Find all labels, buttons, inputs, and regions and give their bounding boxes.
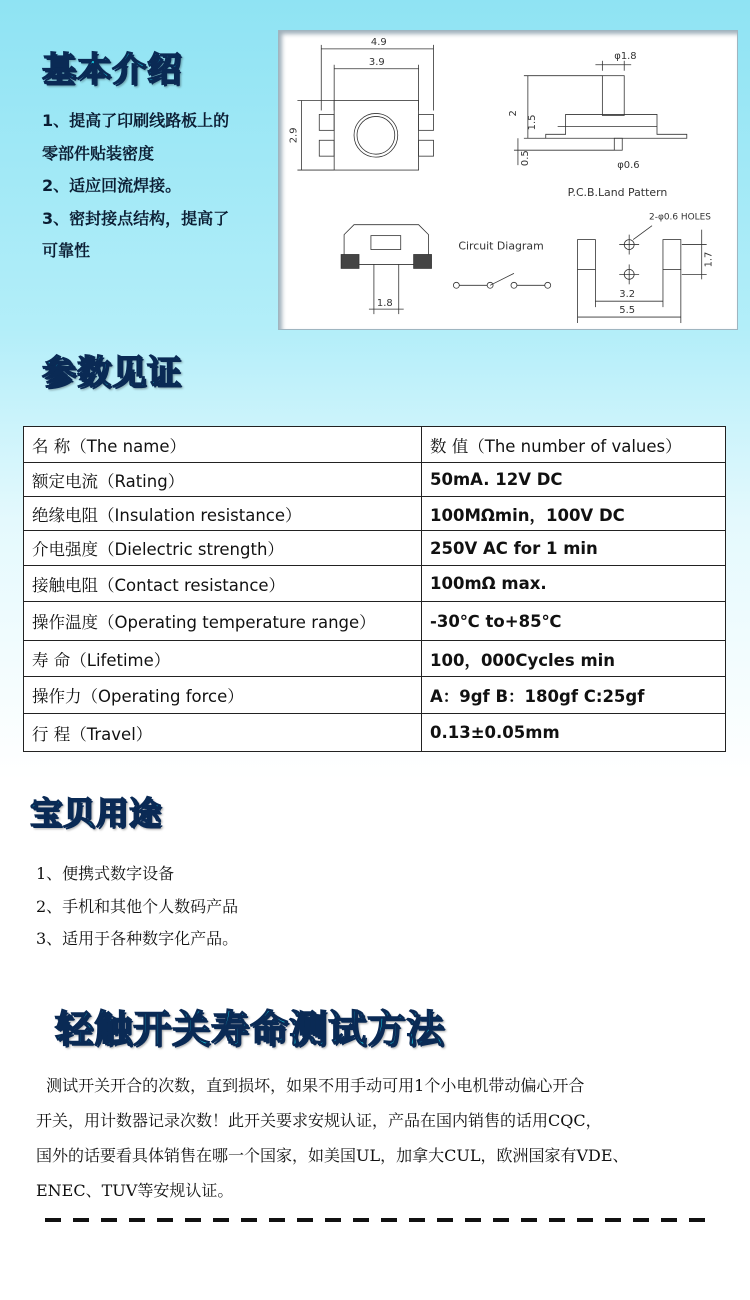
table-row: [24, 427, 726, 463]
dim-label: 0.5: [519, 150, 531, 167]
param-name: 行 程（Travel）: [24, 714, 422, 752]
param-name: 操作力（Operating force）: [24, 677, 422, 714]
param-value: 100mΩ max.: [422, 566, 726, 602]
dim-label: 2: [507, 110, 519, 117]
table-row: [24, 602, 726, 641]
circuit-diagram-label: Circuit Diagram: [458, 239, 544, 253]
dim-label: 3.2: [619, 289, 636, 301]
technical-drawing-svg: [279, 31, 737, 329]
param-name: 接触电阻（Contact resistance）: [24, 566, 422, 602]
params-title: 参数见证: [42, 353, 182, 393]
param-name: 额定电流（Rating）: [24, 463, 422, 497]
pcb-land-pattern-label: P.C.B.Land Pattern: [567, 185, 668, 199]
use-line: 1、便携式数字设备: [36, 864, 175, 883]
paragraph-line: 国外的话要看具体销售在哪一个国家，如美国UL，加拿大CUL，欧洲国家有VDE、: [36, 1146, 629, 1165]
use-line: 3、适用于各种数字化产品。: [36, 929, 239, 948]
dim-label: φ1.8: [614, 50, 637, 62]
table-row: [24, 677, 726, 714]
intro-line: 可靠性: [42, 241, 91, 260]
table-row: [24, 714, 726, 752]
param-value: 数 值（The number of values）: [422, 427, 726, 463]
paragraph-line: 测试开关开合的次数，直到损坏，如果不用手动可用1个小电机带动偏心开合: [36, 1076, 585, 1095]
table-row: [24, 497, 726, 531]
dim-label: 3.9: [368, 56, 385, 68]
uses-title: 宝贝用途: [30, 794, 163, 832]
dim-label: φ0.6: [617, 160, 640, 172]
dashed-divider: [45, 1218, 710, 1222]
holes-label: 2-φ0.6 HOLES: [649, 212, 711, 223]
intro-line: 3、密封接点结构，提高了: [42, 208, 230, 228]
param-name: 介电强度（Dielectric strength）: [24, 531, 422, 566]
dim-label: 1.5: [526, 114, 538, 131]
param-value: 100MΩmin，100V DC: [422, 497, 726, 531]
table-row: [24, 463, 726, 497]
param-value: A：9gf B：180gf C:25gf: [422, 677, 726, 714]
dim-label: 4.9: [370, 36, 387, 48]
param-name: 操作温度（Operating temperature range）: [24, 602, 422, 641]
intro-line: 零部件贴装密度: [42, 143, 155, 163]
technical-drawing: [278, 30, 738, 330]
paragraph-line: ENEC、TUV等安规认证。: [36, 1181, 234, 1200]
paragraph-line: 开关，用计数器记录次数！此开关要求安规认证，产品在国内销售的话用CQC，: [36, 1111, 602, 1130]
param-value: 100，000Cycles min: [422, 641, 726, 677]
intro-list: [42, 105, 277, 268]
param-name: 寿 命（Lifetime）: [24, 641, 422, 677]
intro-line: 1、提高了印刷线路板上的: [42, 111, 230, 130]
param-value: 0.13±0.05mm: [422, 714, 726, 752]
param-value: -30℃ to+85℃: [422, 602, 726, 641]
params-table: [23, 426, 726, 752]
table-row: [24, 566, 726, 602]
param-name: 绝缘电阻（Insulation resistance）: [24, 497, 422, 531]
param-value: 50mA. 12V DC: [422, 463, 726, 497]
dim-label: 5.5: [619, 305, 636, 317]
intro-line: 2、适应回流焊接。: [42, 176, 182, 195]
dim-label: 2.9: [288, 127, 300, 144]
param-name: 名 称（The name）: [24, 427, 422, 463]
intro-title: 基本介绍: [42, 50, 182, 90]
test-method-title: 轻触开关寿命测试方法: [55, 1007, 446, 1051]
test-method-paragraph: [36, 1068, 716, 1208]
uses-list: [36, 858, 238, 956]
param-value: 250V AC for 1 min: [422, 531, 726, 566]
dim-label: 1.8: [376, 298, 393, 310]
table-row: [24, 531, 726, 566]
dim-label: 1.7: [703, 251, 715, 268]
use-line: 2、手机和其他个人数码产品: [36, 896, 239, 916]
table-row: [24, 641, 726, 677]
